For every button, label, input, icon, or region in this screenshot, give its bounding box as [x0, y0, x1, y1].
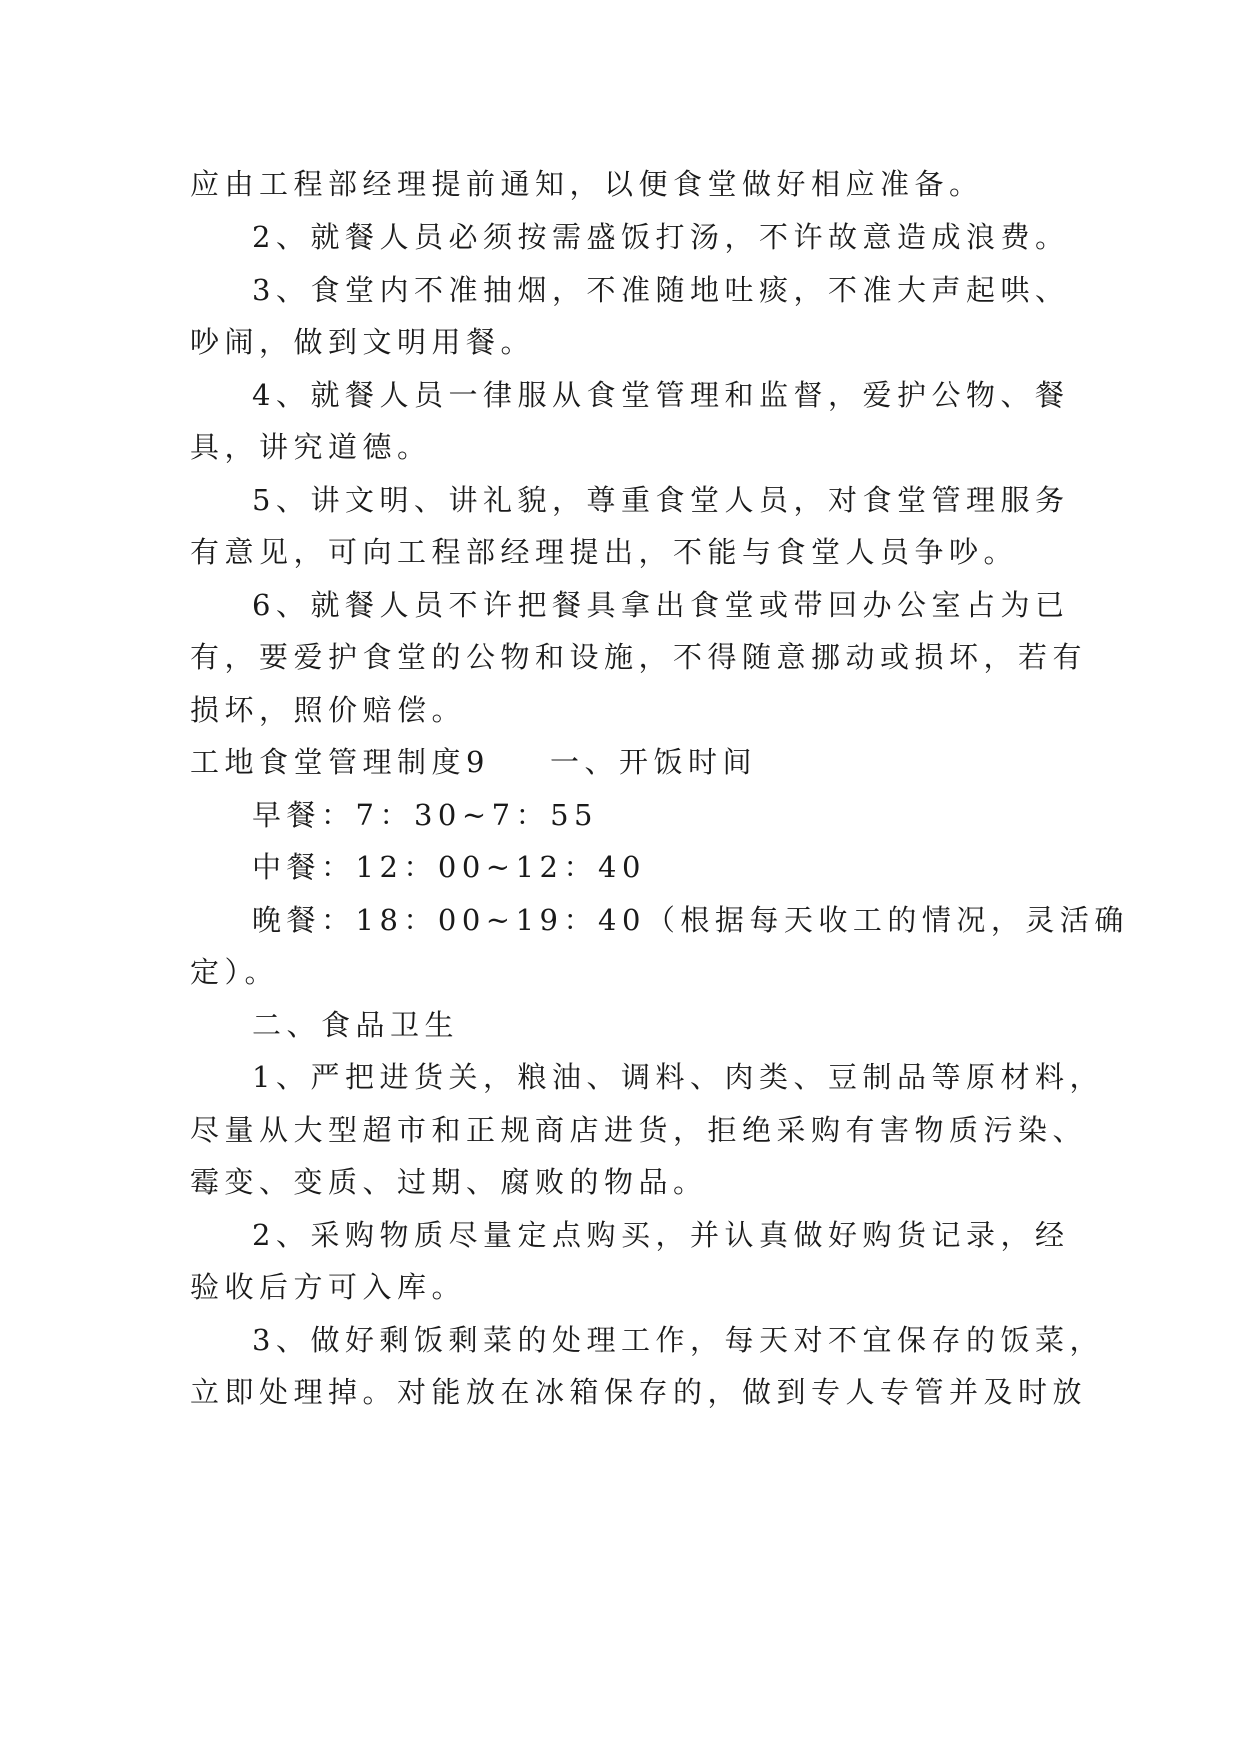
paragraph-line: 5、讲文明、讲礼貌，尊重食堂人员，对食堂管理服务	[252, 483, 1070, 517]
paragraph-line: 3、做好剩饭剩菜的处理工作，每天对不宜保存的饭菜，	[252, 1323, 1104, 1357]
paragraph-line: 尽量从大型超市和正规商店进货，拒绝采购有害物质污染、	[190, 1113, 1088, 1147]
paragraph-line: 损坏，照价赔偿。	[190, 693, 467, 727]
paragraph-line: 具，讲究道德。	[190, 430, 432, 464]
dinner-time: 晚餐：18：00~19：40（根据每天收工的情况，灵活确	[252, 903, 1129, 937]
paragraph-line: 霉变、变质、过期、腐败的物品。	[190, 1165, 708, 1199]
paragraph-line: 2、就餐人员必须按需盛饭打汤，不许故意造成浪费。	[252, 220, 1070, 254]
paragraph-line: 有，要爱护食堂的公物和设施，不得随意挪动或损坏，若有	[190, 640, 1088, 674]
paragraph-line: 验收后方可入库。	[190, 1270, 467, 1304]
paragraph-line: 定）。	[190, 955, 280, 989]
paragraph-line: 4、就餐人员一律服从食堂管理和监督，爱护公物、餐	[252, 378, 1070, 412]
paragraph-line: 立即处理掉。对能放在冰箱保存的，做到专人专管并及时放	[190, 1375, 1088, 1409]
lunch-time: 中餐：12：00~12：40	[252, 850, 646, 884]
section-heading	[190, 742, 757, 782]
section-title: 二、食品卫生	[252, 1008, 460, 1042]
paragraph-line: 2、采购物质尽量定点购买，并认真做好购货记录，经	[252, 1218, 1070, 1252]
paragraph-line: 应由工程部经理提前通知，以便食堂做好相应准备。	[190, 167, 984, 201]
breakfast-time: 早餐：7：30~7：55	[252, 798, 599, 832]
paragraph-line: 1、严把进货关，粮油、调料、肉类、豆制品等原材料，	[252, 1060, 1104, 1094]
paragraph-line: 吵闹，做到文明用餐。	[190, 325, 536, 359]
section-title: 一、开饭时间	[549, 745, 757, 779]
paragraph-line: 6、就餐人员不许把餐具拿出食堂或带回办公室占为已	[252, 588, 1070, 622]
paragraph-line: 有意见，可向工程部经理提出，不能与食堂人员争吵。	[190, 535, 1019, 569]
paragraph-line: 3、食堂内不准抽烟，不准随地吐痰，不准大声起哄、	[252, 273, 1070, 307]
document-title: 工地食堂管理制度9	[190, 745, 490, 779]
